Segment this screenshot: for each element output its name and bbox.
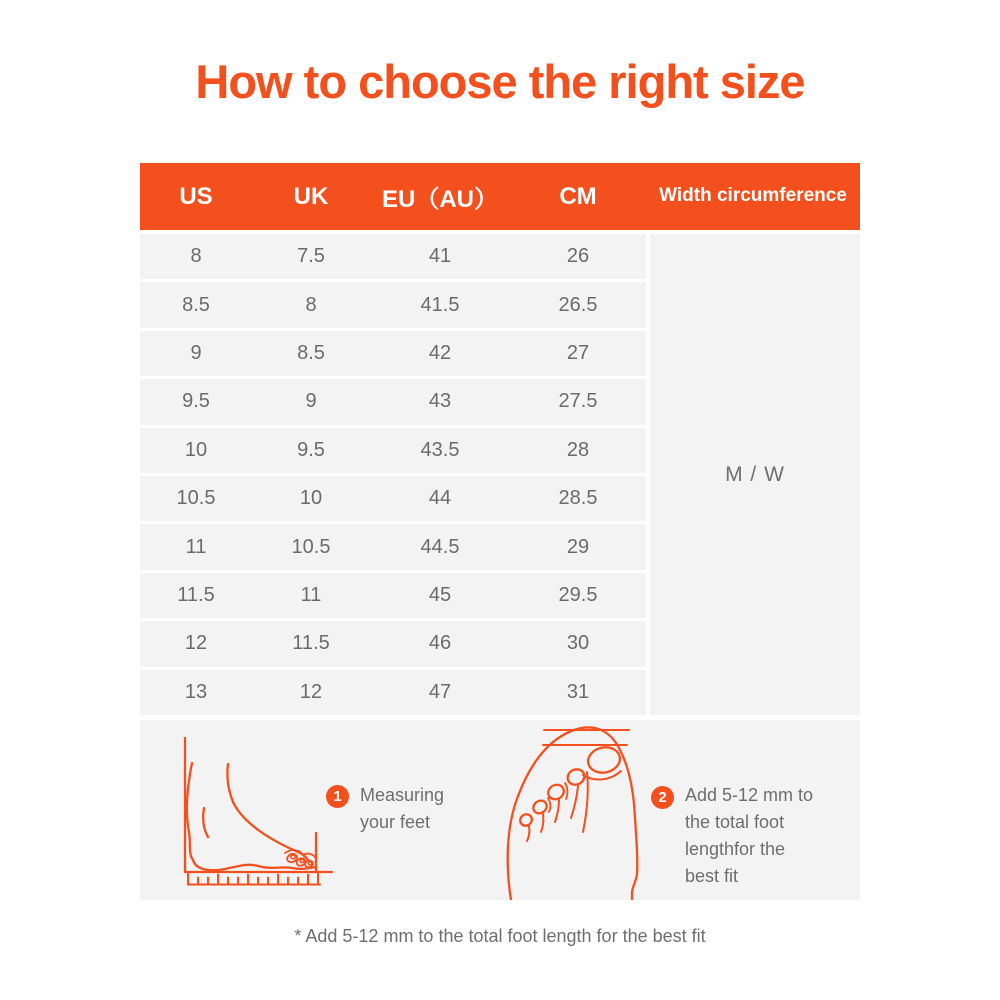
table-row bbox=[140, 524, 646, 569]
cell-cm: 29.5 bbox=[558, 584, 598, 607]
foot-side-measure-icon bbox=[185, 738, 332, 885]
step-1-badge: 1 bbox=[326, 785, 349, 808]
cell-us: 10.5 bbox=[176, 487, 216, 510]
cell-uk: 8.5 bbox=[297, 342, 325, 365]
cell-cm: 26 bbox=[566, 245, 590, 268]
table-row bbox=[140, 428, 646, 473]
cell-uk: 9.5 bbox=[297, 438, 325, 461]
size-rows bbox=[140, 234, 646, 715]
step-2-line: the total foot bbox=[685, 812, 785, 832]
cell-cm: 29 bbox=[566, 535, 590, 558]
column-header-uk: UK bbox=[293, 182, 329, 210]
cell-eu: 45 bbox=[428, 584, 452, 607]
column-header-eu-au: EU（AU） bbox=[381, 186, 498, 213]
width-circumference-value: M / W bbox=[650, 234, 860, 715]
column-header-width-circumference: Width circumference bbox=[659, 185, 847, 207]
cell-us: 13 bbox=[184, 680, 208, 703]
cell-uk: 7.5 bbox=[297, 245, 325, 268]
table-row bbox=[140, 282, 646, 327]
cell-uk: 11.5 bbox=[292, 632, 330, 655]
cell-us: 12 bbox=[184, 632, 208, 655]
cell-cm: 26.5 bbox=[558, 293, 598, 316]
step-1-line: your feet bbox=[360, 812, 431, 832]
cell-us: 11 bbox=[185, 535, 207, 558]
foot-top-view-icon bbox=[508, 727, 638, 900]
page-title: How to choose the right size bbox=[195, 55, 805, 108]
cell-us: 10 bbox=[184, 438, 208, 461]
size-table bbox=[140, 163, 860, 715]
step-1-line: Measuring bbox=[360, 785, 445, 805]
cell-cm: 27 bbox=[566, 342, 590, 365]
footnote: * Add 5-12 mm to the total foot length for the best fit bbox=[294, 926, 706, 946]
cell-eu: 42 bbox=[428, 342, 452, 365]
cell-uk: 10.5 bbox=[291, 535, 331, 558]
cell-us: 9 bbox=[190, 342, 202, 365]
cell-uk: 11 bbox=[300, 584, 322, 607]
step-2-line: Add 5-12 mm to bbox=[685, 785, 814, 805]
column-header-us: US bbox=[179, 182, 213, 210]
table-row bbox=[140, 331, 646, 376]
step-2-badge: 2 bbox=[651, 786, 674, 809]
step-1-text bbox=[360, 782, 444, 836]
table-row bbox=[140, 573, 646, 618]
step-2-text bbox=[685, 782, 813, 890]
column-header-cm: CM bbox=[559, 182, 597, 210]
cell-eu: 44.5 bbox=[420, 535, 460, 558]
table-row bbox=[140, 476, 646, 521]
cell-us: 8.5 bbox=[182, 293, 210, 316]
cell-cm: 27.5 bbox=[558, 390, 598, 413]
cell-cm: 28.5 bbox=[558, 487, 598, 510]
table-row bbox=[140, 670, 646, 715]
table-row bbox=[140, 379, 646, 424]
size-table-body bbox=[140, 234, 860, 715]
cell-uk: 10 bbox=[299, 487, 323, 510]
cell-cm: 31 bbox=[566, 680, 590, 703]
size-table-header bbox=[140, 163, 860, 230]
cell-eu: 43 bbox=[428, 390, 452, 413]
cell-cm: 28 bbox=[566, 438, 590, 461]
cell-uk: 9 bbox=[305, 390, 317, 413]
table-row bbox=[140, 621, 646, 666]
cell-eu: 44 bbox=[428, 487, 452, 510]
cell-uk: 12 bbox=[299, 680, 323, 703]
cell-us: 9.5 bbox=[182, 390, 210, 413]
table-row bbox=[140, 234, 646, 279]
step-2-line: lengthfor the bbox=[685, 839, 786, 859]
cell-us: 8 bbox=[190, 245, 202, 268]
step-2-line: best fit bbox=[685, 866, 739, 886]
cell-eu: 43.5 bbox=[420, 438, 460, 461]
cell-us: 11.5 bbox=[177, 584, 215, 607]
cell-uk: 8 bbox=[305, 293, 317, 316]
cell-eu: 46 bbox=[428, 632, 452, 655]
cell-eu: 41.5 bbox=[420, 293, 460, 316]
cell-eu: 47 bbox=[428, 680, 452, 703]
cell-eu: 41 bbox=[428, 245, 452, 268]
cell-cm: 30 bbox=[566, 632, 590, 655]
measuring-instructions-panel bbox=[140, 720, 860, 900]
